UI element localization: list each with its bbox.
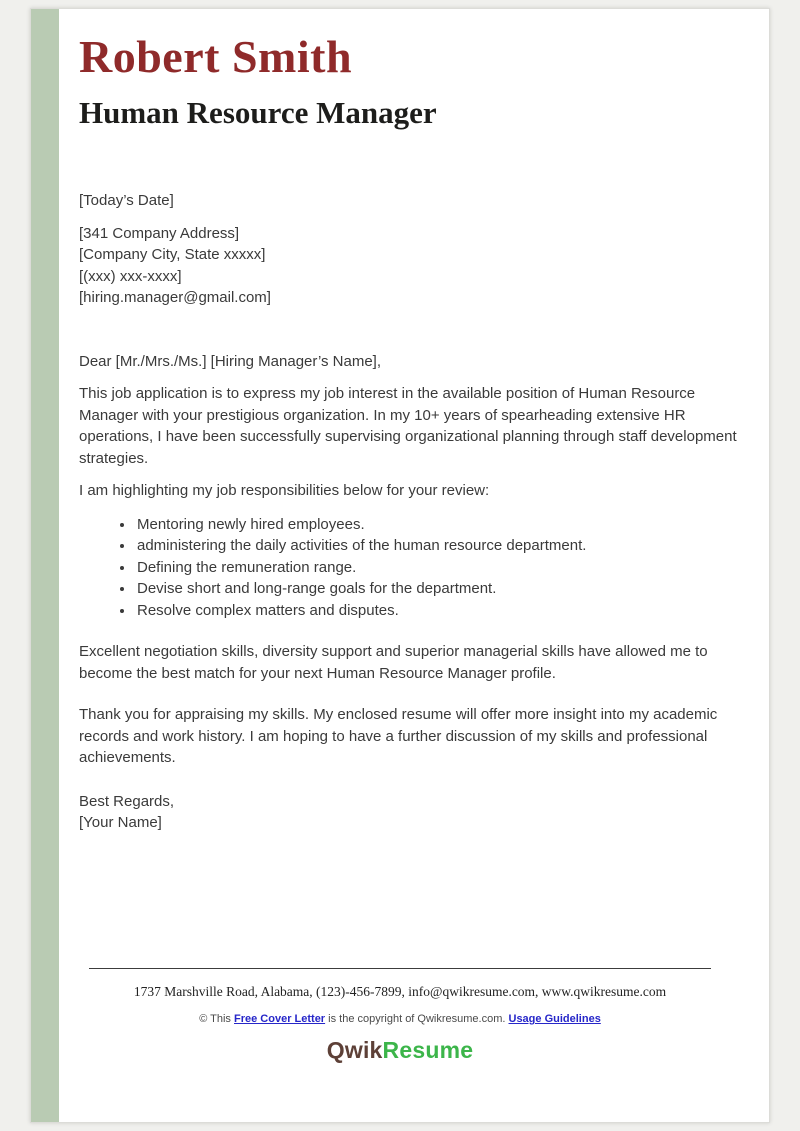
letter-header (79, 31, 737, 130)
document-page (30, 8, 770, 1123)
copyright-text: is the copyright of Qwikresume.com. (325, 1013, 509, 1025)
paragraph-skills: Excellent negotiation skills, diversity support and superior managerial skills have allowed me to become the best match for your next Human Resource Manager profile. (79, 643, 708, 682)
list-item: • Defining the remuneration range. (135, 557, 737, 579)
list-item: • Mentoring newly hired employees. (135, 514, 737, 536)
salutation: Dear [Mr./Mrs./Ms.] [Hiring Manager’s Name], (79, 352, 382, 370)
list-item: • administering the daily activities of the human resource department. (135, 535, 737, 557)
usage-guidelines-link[interactable]: Usage Guidelines (508, 1013, 601, 1025)
address-line: [hiring.manager@gmail.com] (79, 289, 271, 307)
footer-contact-line: 1737 Marshville Road, Alabama, (123)-456-7899, info@qwikresume.com, www.qwikresume.com (133, 984, 667, 999)
paragraph-thanks: Thank you for appraising my skills. My enclosed resume will offer more insight into my academic records and work history. I am hoping to have a further discussion of my skills and professional achievements. (79, 706, 718, 767)
signature-placeholder: [Your Name] (79, 814, 162, 832)
free-cover-letter-link[interactable]: Free Cover Letter (234, 1013, 326, 1025)
address-line: [(xxx) xxx-xxxx] (79, 267, 182, 285)
address-line: [341 Company Address] (79, 224, 240, 242)
paragraph-list-intro: I am highlighting my job responsibilities below for your review: (79, 482, 490, 500)
candidate-name: Robert Smith (79, 31, 353, 82)
list-item: • Resolve complex matters and disputes. (135, 600, 737, 622)
candidate-job-title: Human Resource Manager (79, 94, 437, 130)
logo-resume-text: Resume (382, 1037, 474, 1063)
left-accent-stripe (31, 9, 59, 1122)
copyright-text: © This (199, 1013, 234, 1025)
letter-body (79, 190, 737, 834)
address-line: [Company City, State xxxxx] (79, 246, 266, 264)
copyright-line (51, 1013, 749, 1025)
page-footer (31, 968, 769, 1122)
responsibilities-list (79, 514, 737, 622)
list-item: • Devise short and long-range goals for the department. (135, 578, 737, 600)
page-background (0, 8, 800, 1123)
closing-line: Best Regards, (79, 792, 175, 810)
logo-qwik-text: Qwik (326, 1037, 383, 1063)
footer-divider (89, 968, 711, 969)
letter-content (31, 9, 769, 834)
paragraph-introduction: This job application is to express my job interest in the available position of Human Resource Manager with your prestigious organization. In my 10+ years of spearheading extensive HR operations, I have been successfully supervising organizational planning through staff development strategies. (79, 385, 737, 467)
company-address-block (79, 223, 737, 309)
qwikresume-logo (51, 1037, 749, 1064)
letter-date: [Today’s Date] (79, 192, 174, 210)
